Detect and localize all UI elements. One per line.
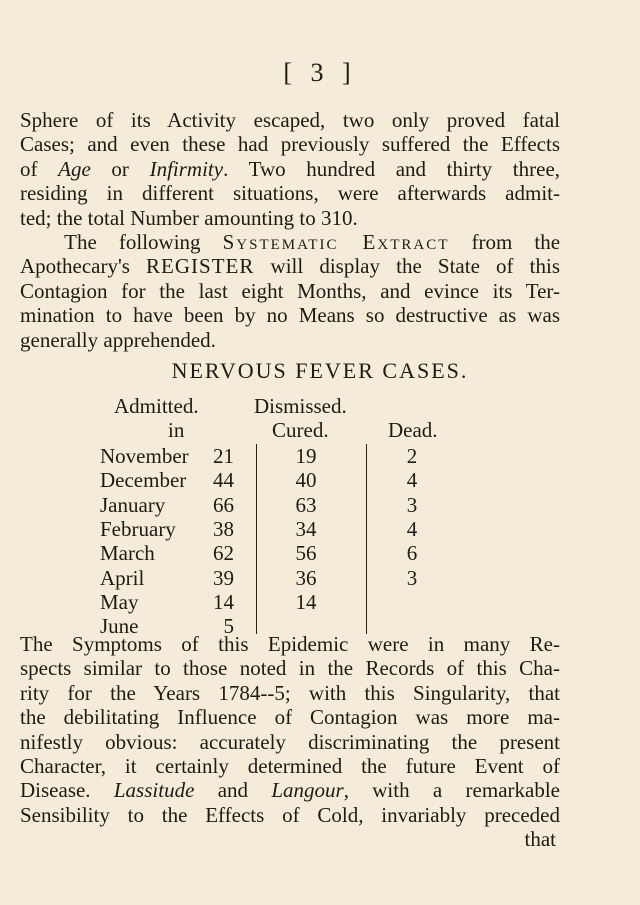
month-cell: June (100, 614, 139, 639)
text-line: ted; the total Number amounting to 310. (20, 205, 358, 230)
systematic-extract-smallcaps: Systematic Extract (222, 230, 450, 254)
text-line (20, 157, 560, 181)
cured-cell: 14 (295, 589, 317, 614)
text-line: Cases; and even these had previously suffered the Effects (20, 132, 560, 157)
text-fragment: from the (449, 230, 561, 254)
column-rule (256, 444, 257, 634)
header-dismissed: Dismissed. (254, 394, 347, 418)
admitted-cell: 66 (213, 492, 234, 517)
cured-cell: 40 (295, 468, 317, 493)
text-fragment: of (20, 156, 59, 181)
symptoms-paragraph (20, 632, 560, 827)
header-admitted: Admitted. (114, 394, 199, 418)
text-fragment: will display the State of this (254, 254, 560, 279)
text-line: Sensibility to the Effects of Cold, invariably preceded (20, 802, 560, 827)
text-fragment: . Two hundred and thirty three, (223, 156, 561, 181)
dead-cell: 3 (406, 492, 418, 517)
italic-word-langour: Langour (271, 778, 344, 803)
text-fragment: and (194, 778, 272, 803)
month-cell: December (100, 468, 187, 493)
dead-cell: 6 (406, 541, 418, 566)
text-line: rity for the Years 1784--5; with this Singularity, that (20, 680, 560, 705)
admitted-cell: 38 (213, 516, 234, 541)
month-cell: February (100, 516, 176, 541)
admitted-cell: 14 (213, 589, 234, 614)
header-in: in (168, 418, 185, 442)
register-paragraph (20, 230, 560, 352)
admitted-cell: 39 (213, 565, 234, 590)
text-line: mination to have been by no Means so destructive as was (20, 303, 560, 328)
cases-table (100, 394, 460, 639)
month-cell: May (100, 589, 139, 614)
admitted-cell: 62 (213, 541, 234, 566)
text-line (20, 778, 560, 802)
dead-cell: 3 (406, 565, 418, 590)
cured-cell: 19 (295, 444, 317, 468)
italic-word-age: Age (58, 156, 91, 181)
column-rule (366, 444, 367, 634)
month-cell: November (100, 444, 189, 468)
catchword: that (524, 827, 556, 851)
page-number: [ 3 ] (283, 58, 357, 87)
italic-word-lassitude: Lassitude (113, 778, 195, 803)
text-fragment: The following (64, 230, 223, 254)
text-line: nifestly obvious: accurately discriminating the present (20, 729, 560, 754)
month-cell: March (100, 541, 155, 566)
text-fragment: Apothecary's (20, 254, 147, 279)
text-fragment: Disease. (20, 778, 114, 803)
cured-cell: 56 (295, 541, 317, 566)
text-fragment: , with a remarkable (343, 778, 560, 803)
header-dead: Dead. (388, 418, 438, 442)
text-line: Contagion for the last eight Months, and evince its Ter- (20, 278, 560, 303)
dead-cell: 2 (406, 444, 418, 468)
italic-word-infirmity: Infirmity (149, 156, 224, 181)
text-line: the debilitating Influence of Contagion was more ma- (20, 705, 560, 730)
header-cured: Cured. (272, 418, 329, 442)
text-line: Character, it certainly determined the future Event of (20, 754, 560, 779)
text-line (20, 230, 560, 254)
dead-cell: 4 (406, 468, 418, 493)
text-line: residing in different situations, were afterwards admit- (20, 181, 560, 206)
opening-paragraph (20, 108, 560, 230)
register-caps: REGISTER (146, 254, 255, 279)
table-title: NERVOUS FEVER CASES. (171, 358, 469, 383)
text-line: Sphere of its Activity escaped, two only proved fatal (20, 108, 560, 132)
admitted-cell: 21 (213, 444, 234, 468)
cured-cell: 34 (295, 516, 317, 541)
admitted-cell: 44 (213, 468, 234, 493)
month-cell: January (100, 492, 166, 517)
admitted-cell: 5 (223, 614, 234, 639)
cured-cell: 36 (295, 565, 317, 590)
text-fragment: or (90, 156, 150, 181)
text-line (20, 254, 560, 278)
text-line: spects similar to those noted in the Records of this Cha- (20, 656, 560, 681)
cured-cell: 63 (295, 492, 317, 517)
text-line: generally apprehended. (20, 327, 216, 352)
month-cell: April (100, 565, 145, 590)
dead-cell: 4 (406, 516, 418, 541)
text-line: The Symptoms of this Epidemic were in many Re- (20, 632, 560, 656)
